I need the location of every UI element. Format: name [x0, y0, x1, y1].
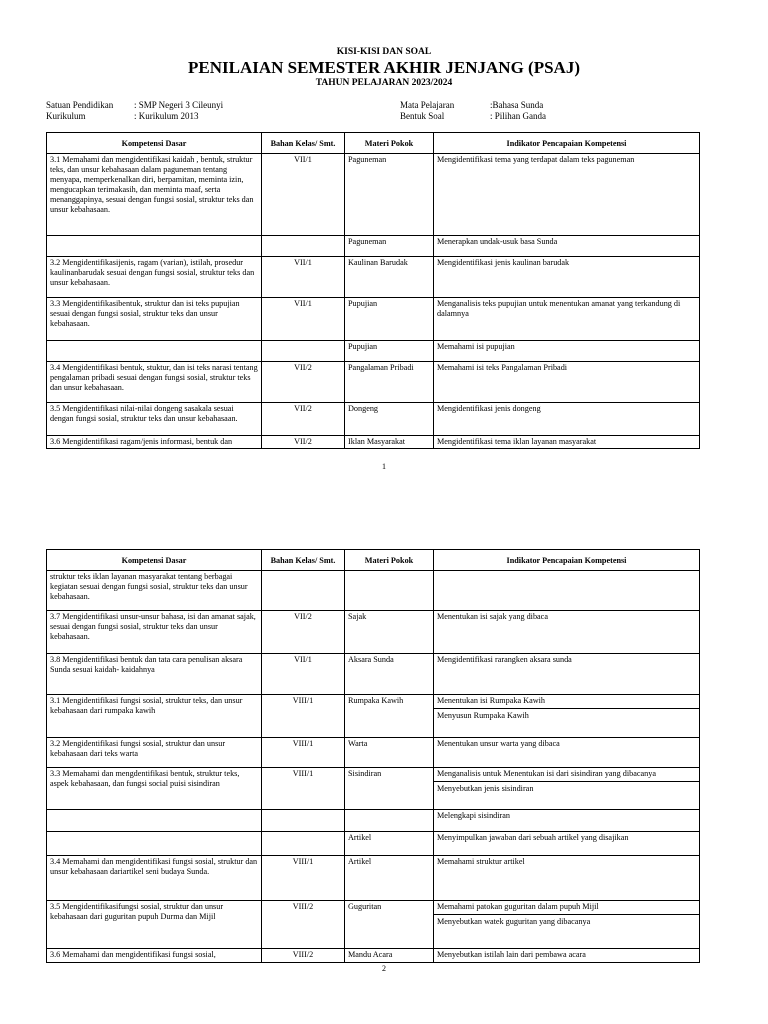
materi-cell: Rumpaka Kawih [345, 695, 434, 738]
table-row [47, 236, 700, 257]
table-row [47, 436, 700, 449]
indikator-cell [434, 654, 700, 695]
kompetensi-dasar-cell: 3.5 Mengidentifikasi nilai-nilai dongeng sasakala sesuai dengan fungsi sosial, struktur teks dan unsur kebahasaan. [47, 403, 262, 436]
meta-value: :Bahasa Sunda [490, 100, 544, 110]
materi-cell: Aksara Sunda [345, 654, 434, 695]
table-row [47, 901, 700, 949]
kelas-cell: VII/1 [262, 654, 345, 695]
indikator-item: Mengidentifikasi rarangken aksara sunda [437, 655, 572, 664]
kelas-cell: VIII/1 [262, 695, 345, 738]
kelas-cell: VII/2 [262, 403, 345, 436]
indikator-cell [434, 768, 700, 810]
kelas-cell: VIII/2 [262, 949, 345, 963]
indikator-cell [434, 832, 700, 856]
kompetensi-dasar-cell: 3.6 Memahami dan mengidentifikasi fungsi sosial, [47, 949, 262, 963]
indikator-item: Menentukan unsur warta yang dibaca [437, 739, 560, 748]
indikator-item: Memahami struktur artikel [437, 857, 525, 866]
kelas-cell [262, 810, 345, 832]
kompetensi-dasar-cell: 3.2 Mengidentifikasi fungsi sosial, struktur dan unsur kebahasaan dari teks warta [47, 738, 262, 768]
indikator-item: Memahami patokan guguritan dalam pupuh Mijil [437, 902, 599, 911]
kelas-cell [262, 832, 345, 856]
col-header: Bahan Kelas/ Smt. [262, 550, 345, 571]
table-row [47, 154, 700, 236]
indikator-cell [434, 236, 700, 257]
indikator-item: Menerapkan undak-usuk basa Sunda [437, 237, 558, 246]
materi-cell: Artikel [345, 856, 434, 901]
indikator-item: Menyimpulkan jawaban dari sebuah artikel yang disajikan [437, 833, 629, 842]
indikator-cell [434, 257, 700, 298]
kompetensi-dasar-cell: 3.2 Mengidentifikasijenis, ragam (varian), istilah, prosedur kaulinanbarudak sesuai dengan fungsi sosial, struktur teks dan unsur kebahasaan. [47, 257, 262, 298]
meta-value: : Kurikulum 2013 [134, 111, 199, 121]
materi-cell: Kaulinan Barudak [345, 257, 434, 298]
indikator-cell [434, 341, 700, 362]
indikator-item: Mengidentifikasi jenis dongeng [437, 404, 541, 413]
kompetensi-dasar-cell: 3.3 Memahami dan mengdentifikasi bentuk, struktur teks, aspek kebahasaan, dan fungsi social puisi sisindiran [47, 768, 262, 810]
page-number: 2 [382, 964, 386, 973]
kelas-cell [262, 341, 345, 362]
materi-cell: Pangalaman Pribadi [345, 362, 434, 403]
meta-label: Satuan Pendidikan [46, 100, 114, 110]
kompetensi-dasar-cell: 3.4 Memahami dan mengidentifikasi fungsi sosial, struktur dan unsur kebahasaan dariartikel seni budaya Sunda. [47, 856, 262, 901]
indikator-item: Menentukan isi sajak yang dibaca [437, 612, 548, 621]
header-year: TAHUN PELAJARAN 2023/2024 [315, 78, 453, 88]
materi-cell: Pupujian [345, 298, 434, 341]
table-row [47, 738, 700, 768]
page-1 [0, 0, 768, 500]
indikator-cell [434, 154, 700, 236]
materi-cell: Dongeng [345, 403, 434, 436]
indikator-item: Menentukan isi Rumpaka Kawih [437, 696, 546, 705]
meta-right [400, 100, 546, 122]
materi-cell: Sisindiran [345, 768, 434, 810]
indikator-cell [434, 738, 700, 768]
col-header: Materi Pokok [345, 133, 434, 154]
header-line1: KISI-KISI DAN SOAL [336, 47, 432, 57]
indikator-item: Mengidentifikasi tema iklan layanan masyarakat [437, 437, 597, 446]
indikator-item: Menyebutkan istilah lain dari pembawa acara [437, 950, 586, 959]
indikator-item: Memahami isi pupujian [437, 342, 515, 351]
kelas-cell: VII/2 [262, 611, 345, 654]
indikator-cell [434, 298, 700, 341]
table-row [47, 571, 700, 611]
kisi-table-page2 [46, 549, 700, 963]
table-row [47, 611, 700, 654]
page-2 [0, 500, 768, 1024]
kompetensi-dasar-cell: 3.1 Memahami dan mengidentifikasi kaidah , bentuk, struktur teks, dan unsur kebahasaan dalam paguneman tentang menyapa, memperkenalkan diri, berpamitan, meminta izin, mengucapkan terimakasih, dan meminta maaf, serta menanggapinya, sesuai dengan fungsi sosial, struktur teks dan unsur kebahasaan. [47, 154, 262, 236]
meta-label: Kurikulum [46, 111, 86, 121]
materi-cell: Pupujian [345, 341, 434, 362]
kelas-cell: VIII/1 [262, 768, 345, 810]
indikator-cell [434, 403, 700, 436]
indikator-item: Menganalisis untuk Menentukan isi dari sisindiran yang dibacanya [437, 769, 656, 778]
meta-label: Bentuk Soal [400, 111, 445, 121]
kelas-cell [262, 571, 345, 611]
materi-cell: Artikel [345, 832, 434, 856]
col-header: Kompetensi Dasar [47, 550, 262, 571]
indikator-cell [434, 695, 700, 738]
kompetensi-dasar-cell: 3.8 Mengidentifikasi bentuk dan tata cara penulisan aksara Sunda sesuai kaidah- kaidahnya [47, 654, 262, 695]
materi-cell: Iklan Masyarakat [345, 436, 434, 449]
kompetensi-dasar-cell: 3.6 Mengidentifikasi ragam/jenis informasi, bentuk dan [47, 436, 262, 449]
materi-cell: Sajak [345, 611, 434, 654]
kelas-cell: VIII/1 [262, 738, 345, 768]
table-row [47, 298, 700, 341]
kisi-table-page1 [46, 132, 700, 449]
materi-cell: Paguneman [345, 236, 434, 257]
kompetensi-dasar-cell: 3.4 Mengidentifikasi bentuk, stuktur, dan isi teks narasi tentang pengalaman pribadi sesuai dengan fungsi sosial, struktur teks dan unsur kebahasaan. [47, 362, 262, 403]
indikator-cell [434, 436, 700, 449]
meta-value: : Pilihan Ganda [490, 111, 546, 121]
table-row [47, 695, 700, 738]
indikator-cell [434, 571, 700, 611]
indikator-cell [434, 611, 700, 654]
table-row [47, 768, 700, 810]
kompetensi-dasar-cell: 3.3 Mengidentifikasibentuk, struktur dan isi teks pupujian sesuai dengan fungsi sosial, struktur teks dan unsur kebahasaan. [47, 298, 262, 341]
meta-value: : SMP Negeri 3 Cileunyi [134, 100, 224, 110]
table-row [47, 341, 700, 362]
kompetensi-dasar-cell: struktur teks iklan layanan masyarakat tentang berbagai kegiatan sesuai dengan fungsi sosial, struktur teks dan unsur kebahasaan. [47, 571, 262, 611]
materi-cell: Mandu Acara [345, 949, 434, 963]
kelas-cell: VIII/2 [262, 901, 345, 949]
indikator-item: Melengkapi sisindiran [437, 811, 510, 820]
materi-cell: Paguneman [345, 154, 434, 236]
indikator-cell [434, 856, 700, 901]
kompetensi-dasar-cell [47, 236, 262, 257]
col-header: Materi Pokok [345, 550, 434, 571]
indikator-item: Menyusun Rumpaka Kawih [434, 708, 699, 721]
indikator-item: Menyebutkan jenis sisindiran [434, 781, 699, 794]
col-header: Bahan Kelas/ Smt. [262, 133, 345, 154]
col-header: Indikator Pencapaian Kompetensi [434, 133, 700, 154]
kompetensi-dasar-cell [47, 341, 262, 362]
materi-cell: Warta [345, 738, 434, 768]
indikator-cell [434, 901, 700, 949]
table-row [47, 403, 700, 436]
meta-left [46, 100, 223, 122]
kelas-cell: VII/1 [262, 257, 345, 298]
materi-cell: Guguritan [345, 901, 434, 949]
kelas-cell: VII/1 [262, 298, 345, 341]
kelas-cell [262, 236, 345, 257]
indikator-cell [434, 362, 700, 403]
indikator-item: Mengidentifikasi tema yang terdapat dalam teks paguneman [437, 155, 635, 164]
page-number: 1 [382, 462, 386, 471]
table-row [47, 949, 700, 963]
indikator-cell [434, 949, 700, 963]
table-row [47, 810, 700, 832]
table-row [47, 257, 700, 298]
table-row [47, 362, 700, 403]
kelas-cell: VII/1 [262, 154, 345, 236]
kompetensi-dasar-cell [47, 832, 262, 856]
kelas-cell: VII/2 [262, 362, 345, 403]
kompetensi-dasar-cell: 3.5 Mengidentifikasifungsi sosial, struktur dan unsur kebahasaan dari guguritan pupuh Durma dan Mijil [47, 901, 262, 949]
meta-label: Mata Pelajaran [400, 100, 455, 110]
table-row [47, 832, 700, 856]
table-row [47, 654, 700, 695]
header-title: PENILAIAN SEMESTER AKHIR JENJANG (PSAJ) [188, 58, 580, 77]
indikator-item: Memahami isi teks Pangalaman Pribadi [437, 363, 568, 372]
kelas-cell: VIII/1 [262, 856, 345, 901]
table-row [47, 856, 700, 901]
col-header: Kompetensi Dasar [47, 133, 262, 154]
kompetensi-dasar-cell: 3.1 Mengidentifikasi fungsi sosial, struktur teks, dan unsur kebahasaan dari rumpaka kawih [47, 695, 262, 738]
materi-cell [345, 810, 434, 832]
indikator-item: Menganalisis teks pupujian untuk menentukan amanat yang terkandung di dalamnya [437, 299, 681, 318]
kompetensi-dasar-cell [47, 810, 262, 832]
col-header: Indikator Pencapaian Kompetensi [434, 550, 700, 571]
indikator-item: Menyebutkan watek guguritan yang dibacanya [434, 914, 699, 927]
kelas-cell: VII/2 [262, 436, 345, 449]
indikator-cell [434, 810, 700, 832]
kompetensi-dasar-cell: 3.7 Mengidentifikasi unsur-unsur bahasa, isi dan amanat sajak, sesuai dengan fungsi sosial, struktur teks dan unsur kebahasaan. [47, 611, 262, 654]
indikator-item: Mengidentifikasi jenis kaulinan barudak [437, 258, 570, 267]
materi-cell [345, 571, 434, 611]
